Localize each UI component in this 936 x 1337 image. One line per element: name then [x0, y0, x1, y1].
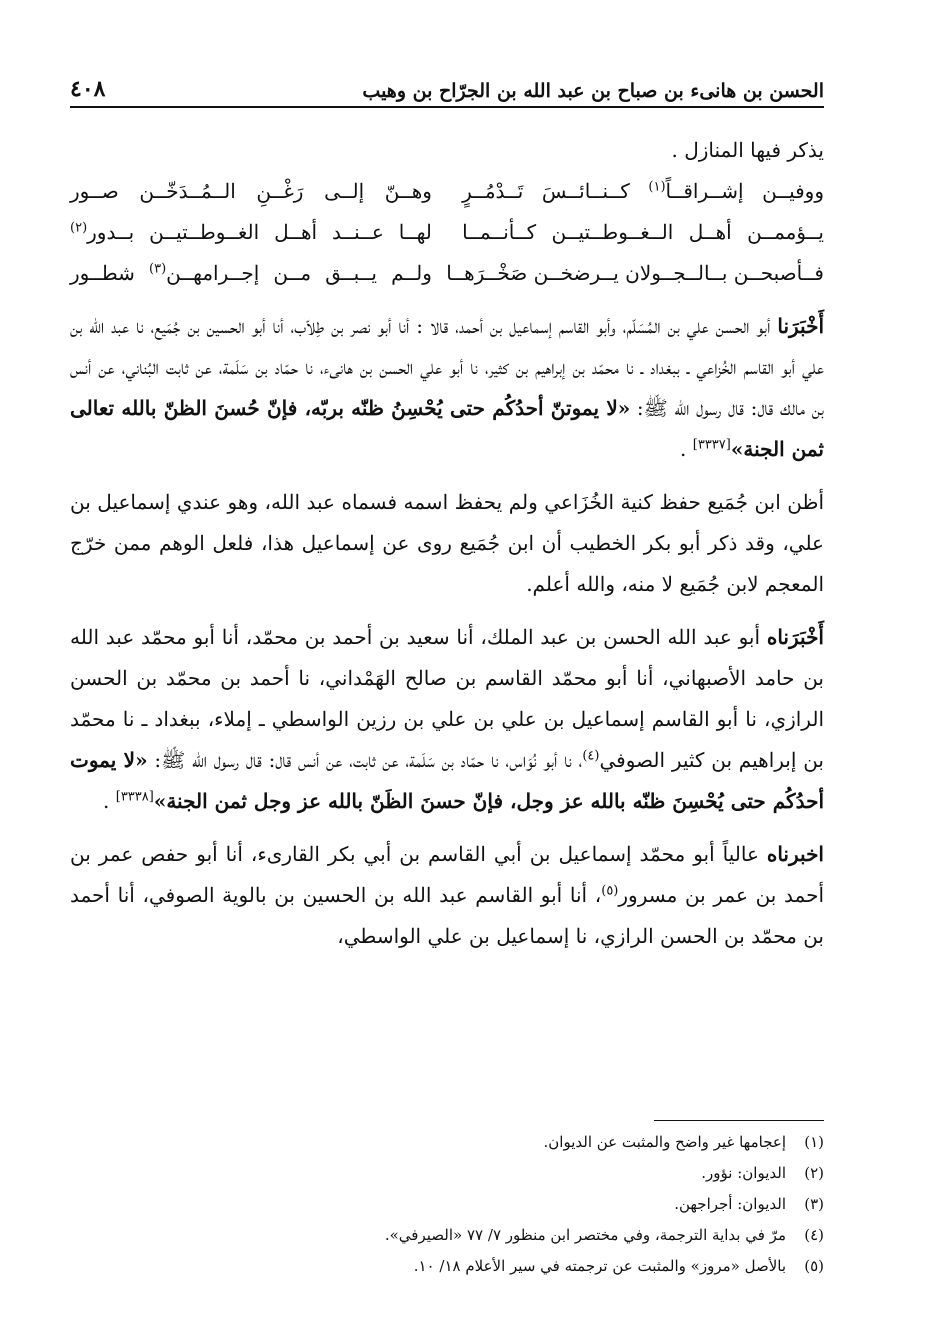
verse-second-hemistich: لهــا عــنــد أهــل الغــوطــتيــن بــدور$^{(٢)}$	[70, 220, 432, 244]
paragraph-lead: اخبرناه	[766, 842, 824, 866]
paragraph: أَخْبَرَنا أبو الحسن علي بن المُسَلّم، وأبو القاسم إسماعيل بن أحمد، قالا : أنا أبو نصر بن طِلاّب، أنا أبو الحسين بن جُمَيع، نا عبد الله بن علي أبو القاسم الخُزاعي ـ ببغداد ـ نا محمّد بن إبراهيم بن كثير، نا أبو علي الحسن بن هانىء، نا حمّاد بن سَلَمة، عن ثابت البُناني، عن أنس بن مالك قال: قال رسول الله ﷺ: «لا يموتنّ أحدُكُم حتى يُحْسِنُ ظنّه بربّه، فإنّ حُسنَ الظنّ بالله تعالى ثمن الجنة»[٣٣٣٧] .	[70, 314, 825, 461]
paragraph-lead: أَخْبَرَناه	[766, 625, 824, 649]
paragraph: أظن ابن جُمَيع حفظ كنية الخُزَاعي ولم يحفظ اسمه فسماه عبد الله، وهو عندي إسماعيل بن علي، وقد ذكر أبو بكر الخطيب أن ابن جُمَيع روى عن إسماعيل هذا، فلعل الوهم ممن خرّج المعجم لابن جُمَيع لا منه، والله أعلم.	[70, 490, 824, 596]
hadith-number: [٣٣٣٨]	[115, 789, 154, 805]
footnote-ref: (٢)	[70, 220, 88, 236]
footnote-divider	[654, 1120, 824, 1121]
footnote: (٥) بالأصل «مروز» والمثبت عن ترجمته في سير الأعلام ١٨/ ١٠.	[413, 1257, 824, 1275]
verse-first-hemistich: يــؤممــن أهــل الــغــوطــتيــن كــأنــمــا	[462, 220, 824, 244]
footnote: (٤) مرّ في بداية الترجمة، وفي مختصر ابن منظور ٧/ ٧٧ «الصيرفي».	[384, 1226, 824, 1244]
footnote-ref: (٤)	[582, 748, 600, 764]
intro-line: يذكر فيها المنازل .	[671, 138, 824, 162]
main-text	[70, 130, 824, 957]
footnote: (٢) الديوان: نؤور.	[701, 1164, 824, 1182]
verse-line	[70, 171, 824, 212]
footnote: (٣) الديوان: أجراجهن.	[674, 1195, 824, 1213]
footnote-ref: (١)	[648, 179, 666, 195]
verse-second-hemistich: وهــنّ إلــى رَغْــنِ الــمُــدَخّــن صــور	[70, 179, 432, 203]
running-title: الحسن بن هانىء بن صباح بن عبد الله بن الجرّاح بن وهيب	[362, 80, 824, 102]
hadith-number: [٣٣٣٧]	[692, 437, 731, 453]
verse-line	[70, 212, 824, 253]
hadith-text: «لا يموتنّ أحدُكُم حتى يُحْسِنُ ظنّه بربّه، فإنّ حُسنَ الظنّ بالله تعالى ثمن الجنة»	[70, 396, 824, 461]
footnote-ref: (٥)	[601, 883, 619, 899]
footnotes	[112, 1120, 824, 1282]
footnote: (١) إعجامها غير واضح والمثبت عن الديوان.	[543, 1133, 824, 1151]
footnote-ref: (٣)	[149, 261, 167, 277]
hadith-text: «لا يموت أحدُكُم حتى يُحْسِنَ ظنّه بالله عز وجل، فإنّ حسنَ الظَنّ بالله عز وجل ثمن الجنة»	[70, 748, 824, 813]
verse-second-hemistich: ولــم يــبــق مــن إجــرامهــن$^{(٣)}$ شطــور	[70, 261, 432, 285]
page-header	[70, 68, 824, 108]
paragraph: اخبرناه عالياً أبو محمّد إسماعيل بن أبي القاسم بن أبي بكر القارىء، أنا أبو حفص عمر بن أحمد بن عمر بن مسرور$^{(٥)}$، أنا أبو القاسم عبد الله بن الحسين بن بالوية الصوفي، أنا أحمد بن محمّد بن الحسن الرازي، نا إسماعيل بن علي الواسطي،	[70, 842, 824, 948]
page-number: ٤٠٨	[70, 76, 106, 102]
verse-line	[70, 253, 824, 294]
verse-first-hemistich: ووفيــن إشــراقــاً$^{(١)}$ كــنــائــسَ تَــدْمُــرٍ	[462, 179, 824, 203]
paragraph: أَخْبَرَناه أبو عبد الله الحسن بن عبد الملك، أنا سعيد بن أحمد بن محمّد، أنا أبو محمّد عبد الله بن حامد الأصبهاني، أنا أبو محمّد القاسم بن صالح الهَمْداني، نا أحمد بن محمّد بن الحسن الرازي، نا أبو القاسم إسماعيل بن علي بن علي بن رزين الواسطي ـ إملاء، ببغداد ـ نا محمّد بن إبراهيم بن كثير الصوفي$^{(٤)}$، نا أبو نُوَاس، نا حمّاد بن سَلَمة، عن ثابت، عن أنس قال: قال رسول الله ﷺ: «لا يموت أحدُكُم حتى يُحْسِنَ ظنّه بالله عز وجل، فإنّ حسنَ الظَنّ بالله عز وجل ثمن الجنة»[٣٣٣٨] .	[70, 625, 825, 813]
paragraph-lead: أَخْبَرَنا	[777, 314, 824, 338]
verse-first-hemistich: فــأصبحــن بــالــجــولان يــرضخــن صَخْــرَهــا	[446, 261, 824, 285]
